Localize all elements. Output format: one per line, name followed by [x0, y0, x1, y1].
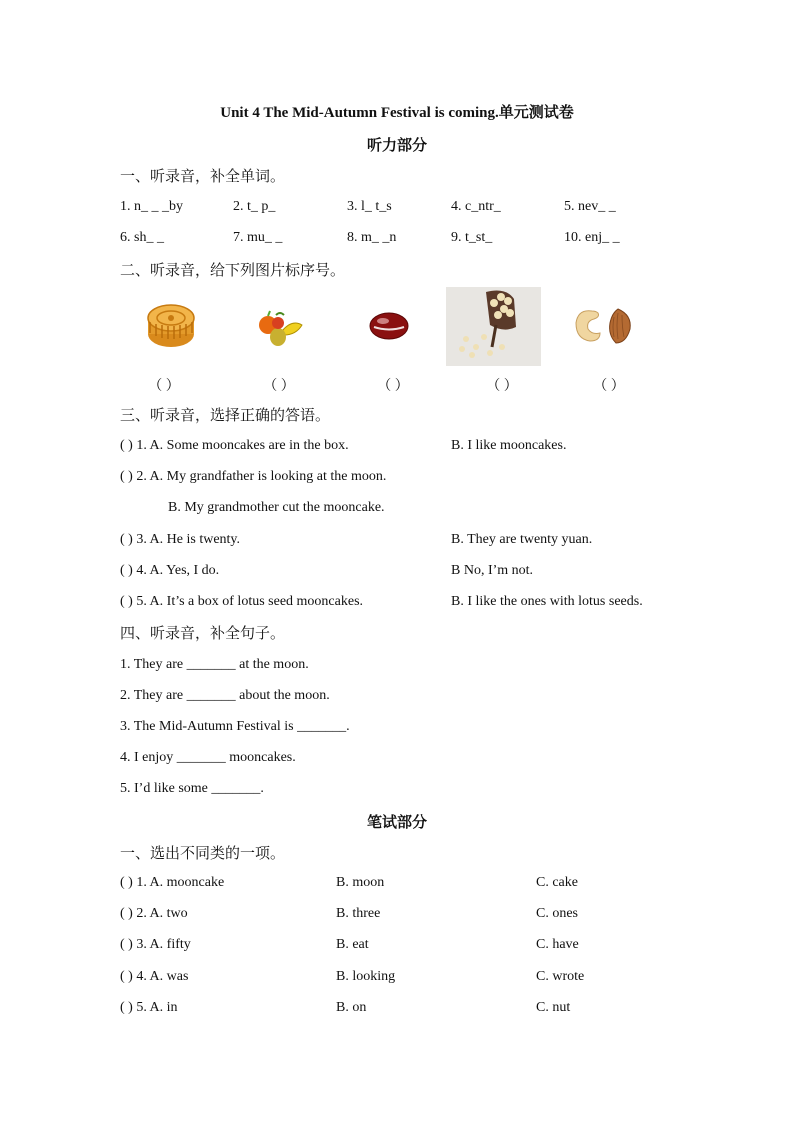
question-option-b: B. I like the ones with lotus seeds. [451, 594, 643, 609]
listening-part3-heading: 三、听录音，选择正确的答语。 [120, 406, 331, 424]
choice-option-b: B. eat [336, 937, 369, 952]
written-heading: 笔试部分 [366, 815, 427, 831]
question-option-a: ( ) 2. A. My grandfather is looking at the moon. [120, 469, 387, 484]
sentence-item: 5. I’d like some _______. [120, 781, 264, 796]
word-item: 4. c_ntr_ [451, 199, 501, 214]
choice-option-a: ( ) 4. A. was [120, 969, 189, 984]
page-title: Unit 4 The Mid-Autumn Festival is coming.单元测试卷 [220, 105, 574, 121]
listening-part2-heading: 二、听录音，给下列图片标序号。 [120, 261, 346, 279]
written-part1-heading: 一、选出不同类的一项。 [120, 844, 286, 862]
listening-heading: 听力部分 [366, 138, 427, 154]
question-option-b: B. They are twenty yuan. [451, 532, 593, 547]
nuts-icon [572, 305, 634, 345]
picture-blank: （ ） [263, 379, 295, 394]
picture-blank: （ ） [593, 379, 625, 394]
question-option-b: B. My grandmother cut the mooncake. [168, 500, 385, 515]
choice-option-a: ( ) 5. A. in [120, 1000, 178, 1015]
listening-part4-heading: 四、听录音，补全句子。 [120, 624, 286, 642]
choice-option-b: B. three [336, 906, 381, 921]
word-item: 10. enj_ _ [564, 230, 620, 245]
question-option-b: B No, I’m not. [451, 563, 534, 578]
word-item: 7. mu_ _ [233, 230, 283, 245]
lotus-seeds-icon [446, 287, 541, 366]
word-item: 2. t_ p_ [233, 199, 276, 214]
listening-part1-heading: 一、听录音，补全单词。 [120, 167, 286, 185]
choice-option-c: C. cake [536, 875, 578, 890]
picture-blank: （ ） [148, 379, 180, 394]
picture-blank: （ ） [486, 379, 518, 394]
choice-option-a: ( ) 1. A. mooncake [120, 875, 225, 890]
question-option-a: ( ) 5. A. It’s a box of lotus seed mooncakes. [120, 594, 364, 609]
word-item: 8. m_ _n [347, 230, 397, 245]
word-item: 5. nev_ _ [564, 199, 616, 214]
word-item: 9. t_st_ [451, 230, 493, 245]
choice-option-b: B. looking [336, 969, 396, 984]
choice-option-b: B. moon [336, 875, 385, 890]
sentence-item: 2. They are _______ about the moon. [120, 688, 330, 703]
word-item: 6. sh_ _ [120, 230, 164, 245]
sentence-item: 4. I enjoy _______ mooncakes. [120, 750, 296, 765]
question-option-b: B. I like mooncakes. [451, 438, 567, 453]
sentence-item: 3. The Mid-Autumn Festival is _______. [120, 719, 350, 734]
question-option-a: ( ) 1. A. Some mooncakes are in the box. [120, 438, 349, 453]
word-item: 3. l_ t_s [347, 199, 392, 214]
choice-option-c: C. have [536, 937, 579, 952]
question-option-a: ( ) 3. A. He is twenty. [120, 532, 241, 547]
red-bean-icon [368, 310, 410, 342]
choice-option-c: C. ones [536, 906, 578, 921]
question-option-a: ( ) 4. A. Yes, I do. [120, 563, 220, 578]
word-item: 1. n_ _ _by [120, 199, 183, 214]
mooncake-icon [145, 300, 197, 350]
choice-option-b: B. on [336, 1000, 367, 1015]
fruits-icon [256, 305, 304, 349]
sentence-item: 1. They are _______ at the moon. [120, 657, 309, 672]
choice-option-c: C. nut [536, 1000, 571, 1015]
choice-option-a: ( ) 3. A. fifty [120, 937, 191, 952]
picture-blank: （ ） [377, 379, 409, 394]
choice-option-a: ( ) 2. A. two [120, 906, 188, 921]
choice-option-c: C. wrote [536, 969, 585, 984]
